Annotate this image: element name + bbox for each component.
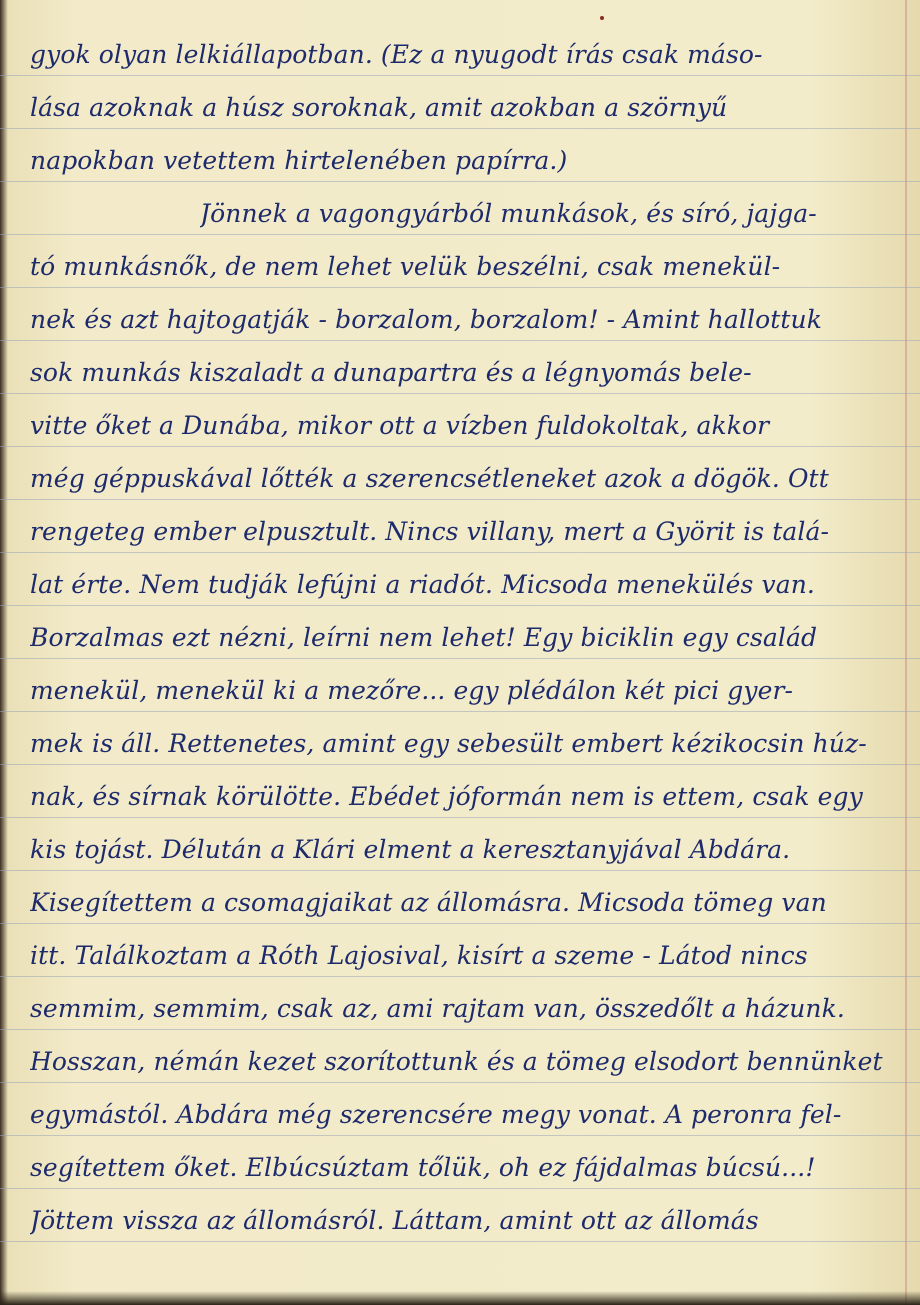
text-line: mek is áll. Rettenetes, amint egy sebesült embert kézikocsin húz- [30, 729, 867, 758]
text-line: napokban vetettem hirtelenében papírra.) [30, 146, 568, 175]
text-line: rengeteg ember elpusztult. Nincs villany, mert a Györit is talá- [30, 517, 830, 546]
text-line: segítettem őket. Elbúcsúztam tőlük, oh ez fájdalmas búcsú...! [30, 1153, 816, 1182]
text-line: nek és azt hajtogatják - borzalom, borzalom! - Amint hallottuk [30, 305, 822, 334]
text-line: Borzalmas ezt nézni, leírni nem lehet! Egy biciklin egy család [30, 623, 818, 652]
text-line: itt. Találkoztam a Róth Lajosival, kisírt a szeme - Látod nincs [30, 941, 808, 970]
text-line: még géppuskával lőtték a szerencsétleneket azok a dögök. Ott [30, 464, 829, 493]
text-line: sok munkás kiszaladt a dunapartra és a légnyomás bele- [30, 358, 752, 387]
text-line: gyok olyan lelkiállapotban. (Ez a nyugodt írás csak máso- [30, 40, 763, 69]
text-line: vitte őket a Dunába, mikor ott a vízben fuldokoltak, akkor [30, 411, 770, 440]
text-line: Jöttem vissza az állomásról. Láttam, amint ott az állomás [30, 1206, 759, 1235]
text-line: kis tojást. Délután a Klári elment a keresztanyjával Abdára. [30, 835, 791, 864]
text-line: Jönnek a vagongyárból munkások, és síró, jajga- [200, 199, 817, 228]
text-line: tó munkásnők, de nem lehet velük beszélni, csak menekül- [30, 252, 781, 281]
page-bottom-shadow [0, 1291, 920, 1305]
text-line: lat érte. Nem tudják lefújni a riadót. Micsoda menekülés van. [30, 570, 815, 599]
text-line: Kisegítettem a csomagjaikat az állomásra. Micsoda tömeg van [30, 888, 827, 917]
text-line: Hosszan, némán kezet szorítottunk és a tömeg elsodort bennünket [30, 1047, 883, 1076]
text-line: menekül, menekül ki a mezőre... egy plédálon két pici gyer- [30, 676, 794, 705]
text-line: semmim, semmim, csak az, ami rajtam van, összedőlt a házunk. [30, 994, 845, 1023]
text-line: lása azoknak a húsz soroknak, amit azokban a szörnyű [30, 93, 728, 122]
text-line: nak, és sírnak körülötte. Ebédet jóformán nem is ettem, csak egy [30, 782, 863, 811]
text-line: egymástól. Abdára még szerencsére megy vonat. A peronra fel- [30, 1100, 842, 1129]
